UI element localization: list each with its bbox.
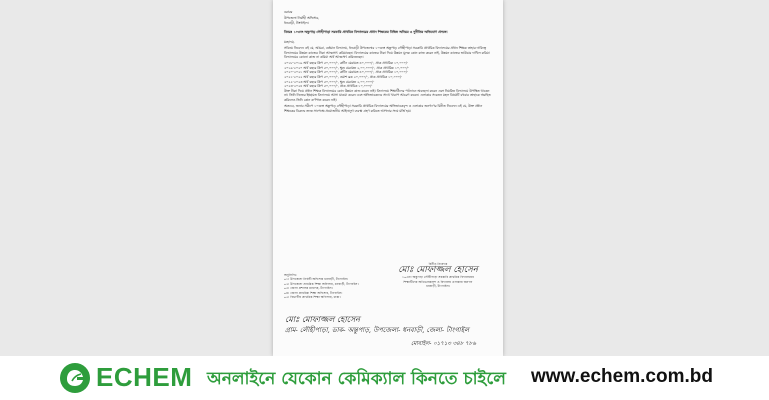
- signature: মোঃ মোফাজ্জল হোসেন: [398, 265, 478, 276]
- paragraph: উক্ত টাকা দিয়ে প্রধান শিক্ষক বিদ্যালয়ের কোন উন্নয়ন কাজ করেন নাই। বিদ্যালয়ে শিক্ষার্থীদের পাঠদানে অবহেলা করেন এবং নিয়মিত বিদ্যালয়ে উপস্থিত থাকেন না। তিনি নিজের ইচ্ছামত বিদ্যালয়ে আসা যাওয়া করেন এবং অভিভাবকদের সাথে খারাপ আচরণ করেন। এলাকার সচেতন মহল বিষয়টি বহুবার তাহাকে অবহিত করিলেও তিনি কোন কর্ণপাত করেন নাই।: [284, 88, 491, 102]
- handwritten-signature: মোঃ মোফাজ্জল হোসেন: [285, 315, 360, 324]
- handwritten-phone: মোবাইল- ০১৭১৩ ৩৪৮ ৭৮৬: [411, 341, 476, 347]
- fund-line: ২০২১-২০২২ অর্থ বছরে স্লিপ ৫০,০০০/-, ওয়াশ ব্লক ২০,০০০/-, প্রাক প্রাথমিক ১০,০০০/-: [284, 75, 403, 80]
- to-label: বরাবর: [284, 10, 293, 14]
- salutation: মহোদয়,: [284, 39, 295, 44]
- fund-line: ২০১৯-২০২০ অর্থ বছরে স্লিপ ৫০,০০০/-, ক্ষুদ্র মেরামত ২,০০,০০০/-, প্রাক প্রাথমিক ১০,০০০/-: [284, 65, 409, 70]
- recipient-address: ধনবাড়ী, টাংগাইল।: [284, 20, 309, 25]
- letter-body: [284, 10, 494, 115]
- echem-logo[interactable]: [60, 362, 192, 393]
- letter-subject: বিষয়ঃ ১০৩নং অন্তুপাড় লৌহীপাড়া সরকারি প্রাথমিক বিদ্যালয়ের প্রধান শিক্ষকের বিভিন্ন অনিয়ম ও দুর্নীতির অভিযোগ প্রসঙ্গে।: [284, 30, 448, 35]
- copies-list: [284, 273, 404, 299]
- copy-item: ০১। উপজেলা নির্বাহী অফিসার ধনবাড়ী, টাংগাইল।: [284, 277, 349, 282]
- brand-name: ECHEM: [96, 362, 193, 392]
- closing: বিনীত নিবেদক: [428, 262, 448, 266]
- fund-line: ২০১৮-২০১৯ অর্থ বছরে স্লিপ ৫০,০০০/-, রুটিন মেরামত ৪০,০০০/-, প্রাক প্রাথমিক ১০,০০০/-: [284, 61, 408, 66]
- recipient: উপজেলা নির্বাহী অফিসার,: [284, 16, 320, 21]
- fund-line: ২০২০-২০২১ অর্থ বছরে স্লিপ ৫০,০০০/-, রুটিন মেরামত ৪০,০০০/-, প্রাক প্রাথমিক ১০,০০০/-: [284, 70, 408, 75]
- fund-line: ২০২৩-২০২৪ অর্থ বছরে স্লিপ ৫০,০০০/-, প্রাক প্রাথমিক ১০,০০০/-: [284, 84, 373, 89]
- copy-item: ০৪। জেলা প্রাথমিক শিক্ষা অফিসার, টাংগাইল।: [284, 290, 343, 295]
- signer-line: ধনবাড়ী, টাংগাইল।: [426, 284, 450, 289]
- paragraph: অতএব, জনাব সমীপে ১০৩নং অন্তুপাড় লৌহীপাড়া সরকারি প্রাথমিক বিদ্যালয়ের অভিভাবকবৃন্দ ও এলাকার জনগণের বিনীত নিবেদন এই যে, উক্ত প্রধান শিক্ষকের বিরুদ্ধে তদন্ত সাপেক্ষে প্রয়োজনীয় আইনানুগ ব্যবস্থা গ্রহণ করিতে আপনার সদয় মর্জি হয়।: [284, 104, 483, 113]
- website-link[interactable]: www.echem.com.bd: [531, 366, 713, 387]
- signer-line: শিক্ষার্থীদের অভিভাবকবৃন্দ ও বিদ্যালয় এলাকার জনগণ: [403, 279, 473, 284]
- leaf-icon: [60, 363, 90, 393]
- fund-line: ২০২২-২০২৩ অর্থ বছরে স্লিপ ৫০,০০০/-, ক্ষুদ্র মেরামত ২,০০,০০০/-: [284, 79, 375, 84]
- copy-item: ০২। উপজেলা প্রাথমিক শিক্ষা অফিসার, ধনবাড়ী, টাংগাইল।: [284, 281, 359, 286]
- letter-page: [273, 0, 503, 356]
- handwritten-address: গ্রাম- লৌহীপাড়া, ডাক- অন্তুপাড়, উপজেলা- ধনবাড়ী, জেলা- টাংগাইল: [285, 326, 470, 334]
- banner-tagline: অনলাইনে যেকোন কেমিক্যাল কিনতে চাইলে: [207, 369, 506, 389]
- paragraph: সবিনয় নিবেদন এই যে, আমরা, বর্তমান বিদ্যালয়, ধনবাড়ী উপজেলার ১০৩নং অন্তুপাড় লৌহীপাড়া সরকারি প্রাথমিক বিদ্যালয়ের প্রধান শিক্ষক তাহার দায়িত্বে বিদ্যালয়ের উন্নয়ন কাজের টাকা আত্মসাৎ করিয়াছেন। বিদ্যালয়ের কাজের টাকা দিয়ে উন্নয়ন মূলক কোন কাজ করেন নাই, উন্নয়ন কাজের ভাউচার দাখিল করিয়া বিদ্যালয়ের কোনো কাজ না করিয়া অর্থ আত্মসাৎ করিতেছেন।: [284, 45, 490, 60]
- signer-line: ১০৩নং অন্তুপাড় লৌহীপাড়া সরকারি প্রাথমিক বিদ্যালয়ের: [402, 275, 474, 280]
- copy-item: ০৩। জেলা প্রশাসক মহোদয়, টাংগাইল।: [284, 286, 333, 291]
- copy-item: ০৫। বিভাগীয় প্রাথমিক শিক্ষা অফিসার, ঢাকা।: [284, 295, 341, 300]
- copy-label: অনুলিপিঃ: [284, 273, 297, 277]
